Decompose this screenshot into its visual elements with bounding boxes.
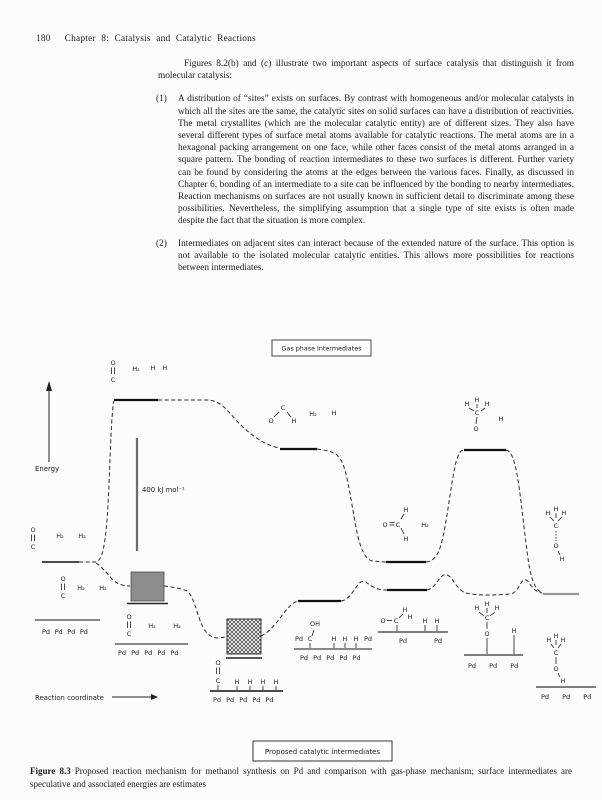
- species-co-2h2-over-pd: [35, 575, 107, 636]
- species-formaldehyde-on-pd: [378, 606, 448, 645]
- pd-surface-row: Pd Pd Pd Pd Pd: [300, 654, 361, 662]
- atom-h: H: [291, 417, 297, 425]
- atom-c: C: [307, 635, 313, 643]
- atom-h: H: [553, 632, 559, 640]
- species-methanol-on-pd: [536, 632, 596, 701]
- energy-axis-label: Energy: [35, 465, 60, 473]
- page-number: 180: [36, 34, 51, 44]
- species-formyl-gas: [268, 404, 336, 425]
- figure-caption-label: Figure 8.3: [30, 766, 71, 776]
- h2-label: H₂: [78, 532, 86, 540]
- atom-h: H: [247, 678, 253, 686]
- species-methoxy-gas: [465, 396, 504, 433]
- atom-c: C: [393, 617, 399, 625]
- reaction-coordinate-axis: [35, 694, 158, 702]
- proposed-catalytic-intermediates-box: [253, 741, 392, 761]
- pd-atom: Pd: [363, 635, 373, 643]
- h2-label: H₂: [148, 622, 156, 630]
- barrier-label: 400 kJ mol⁻¹: [142, 486, 185, 494]
- pd-surface-row: Pd Pd Pd: [468, 662, 519, 670]
- atom-h: H: [474, 396, 480, 404]
- barrier-annotation: [137, 438, 185, 551]
- atom-h: H: [402, 606, 408, 614]
- pd-surface-row: Pd Pd Pd Pd: [42, 628, 88, 636]
- hatched-state-box: [227, 619, 261, 654]
- figure-caption-text: Proposed reaction mechanism for methanol synthesis on Pd and comparison with gas-phase mechanism; surface intermediates are speculative and associated energies are estimates: [30, 766, 572, 789]
- h2-label: H₂: [173, 622, 181, 630]
- atom-o: O: [473, 425, 479, 433]
- reaction-axis-arrowhead: [151, 694, 158, 700]
- h2-label: H₂: [421, 521, 429, 529]
- atom-c: C: [484, 614, 490, 622]
- atom-o: O: [30, 526, 36, 534]
- intro-paragraph: Figures 8.2(b) and (c) illustrate two important aspects of surface catalysis that distinguish it from molecular catalysis:: [158, 59, 574, 82]
- atom-o: O: [380, 617, 386, 625]
- atom-c: C: [474, 409, 480, 417]
- pd-atom: Pd: [398, 637, 408, 645]
- atom-h: H: [560, 677, 566, 685]
- atom-h: H: [561, 509, 567, 517]
- atom-h: H: [353, 635, 359, 643]
- atom-h: H: [464, 400, 470, 408]
- atom-o: O: [215, 659, 221, 667]
- species-methanol-gas: [546, 505, 567, 563]
- atom-h: H: [545, 509, 551, 517]
- h2-label: H₂: [309, 410, 317, 418]
- atom-h: H: [162, 364, 168, 372]
- atom-h: H: [484, 400, 490, 408]
- gas-phase-intermediates-label: Gas phase intermediates: [281, 344, 362, 353]
- species-co-h2-2h-gas: [110, 359, 167, 384]
- atom-h: H: [553, 505, 559, 513]
- atom-h: H: [273, 678, 279, 686]
- atom-o: O: [110, 359, 116, 367]
- atom-h: H: [403, 506, 409, 514]
- atom-o: O: [60, 575, 66, 583]
- atom-c: C: [30, 543, 36, 551]
- proposed-catalytic-intermediates-label: Proposed catalytic intermediates: [264, 748, 381, 756]
- atom-h: H: [560, 636, 566, 644]
- atom-c: C: [395, 521, 401, 529]
- species-co-2h2-gas: [30, 526, 86, 551]
- atom-h: H: [546, 636, 552, 644]
- pd-surface-row: Pd Pd Pd Pd Pd: [118, 649, 179, 657]
- pd-atom: Pd: [433, 637, 443, 645]
- atom-o: O: [553, 542, 559, 550]
- atom-h: H: [260, 678, 266, 686]
- figure-caption: [30, 765, 572, 791]
- pd-atom: Pd: [294, 635, 304, 643]
- pd-surface-row: Pd Pd Pd: [541, 693, 592, 701]
- atom-h: H: [484, 600, 490, 608]
- atom-h: H: [474, 604, 480, 612]
- oh-group: OH: [309, 620, 321, 628]
- atom-h: H: [498, 415, 504, 423]
- atom-c: C: [280, 404, 286, 412]
- list-item-1-number: (1): [156, 94, 167, 105]
- atom-h: H: [150, 364, 156, 372]
- list-item-1-text: A distribution of “sites” exists on surfaces. By contrast with homogeneous and/or molecular catalysts in which all the sites are the same, the catalytic sites on solid surfaces can have a distribution of reactivities. The metal crystallites (which are the molecular catalytic entity) are of different sizes. They also have several different types of surface metal atoms available for catalytic reactions. The metal atoms are in a hexagonal packing arrangement on one face, while other faces consist of the metal atoms arranged in a square pattern. The bonding of reaction intermediates to these two surfaces is different. Further variety can be found by considering the atoms at the edges between the various faces. Finally, as discussed in Chapter 6, bonding of an intermediate to a site can be influenced by the bonding to nearby intermediates. Reaction mechanisms on surfaces are not usually known in sufficient detail to discriminate among these possibilities. Nevertheless, the simplifying assumption that a single type of site exists is often made despite the fact that the situation is more complex.: [178, 94, 574, 227]
- h2-label: H₂: [77, 584, 85, 592]
- species-formaldehyde-gas: [382, 506, 429, 543]
- reaction-coordinate-label: Reaction coordinate: [35, 694, 104, 702]
- atom-h: H: [511, 627, 517, 635]
- atom-o: O: [382, 521, 388, 529]
- energy-axis: [35, 381, 59, 473]
- species-co-4h-on-pd: [210, 659, 283, 704]
- atom-c: C: [110, 376, 116, 384]
- atom-c: C: [126, 630, 132, 638]
- atom-c: C: [553, 522, 559, 530]
- gas-phase-intermediates-box: [272, 340, 371, 356]
- atom-h: H: [494, 604, 500, 612]
- atom-h: H: [331, 409, 337, 417]
- h2-label: H₂: [56, 532, 64, 540]
- gas-phase-curve: [42, 400, 579, 594]
- atom-c: C: [553, 649, 559, 657]
- atom-h: H: [403, 535, 409, 543]
- h2-label: H₂: [132, 365, 140, 373]
- species-co-2h2-adsorbing: [115, 613, 188, 657]
- shaded-state-box: [131, 572, 164, 601]
- species-coh-3h-on-pd: [294, 620, 372, 662]
- atom-h: H: [234, 678, 240, 686]
- species-methoxy-on-pd: [464, 600, 523, 670]
- atom-h: H: [342, 635, 348, 643]
- atom-c: C: [215, 677, 221, 685]
- chapter-title: Chapter 8: Catalysis and Catalytic Reactions: [64, 34, 256, 44]
- list-item-2-text: Intermediates on adjacent sites can interact because of the extended nature of the surface. This option is not available to the isolated molecular catalytic entities. This allows more possibilities for reactions between intermediates.: [178, 238, 574, 274]
- list-item-2-number: (2): [156, 238, 167, 249]
- atom-h: H: [331, 635, 337, 643]
- atom-o: O: [268, 417, 274, 425]
- pd-surface-row: Pd Pd Pd Pd Pd: [213, 696, 274, 704]
- atom-h: H: [422, 617, 428, 625]
- atom-h: H: [559, 555, 565, 563]
- atom-o: O: [126, 613, 132, 621]
- atom-h: H: [407, 613, 413, 621]
- atom-c: C: [60, 592, 66, 600]
- energy-axis-arrowhead: [46, 381, 52, 391]
- atom-o: O: [553, 665, 559, 673]
- atom-o: O: [484, 630, 490, 638]
- h2-label: H₂: [99, 584, 107, 592]
- atom-h: H: [434, 617, 440, 625]
